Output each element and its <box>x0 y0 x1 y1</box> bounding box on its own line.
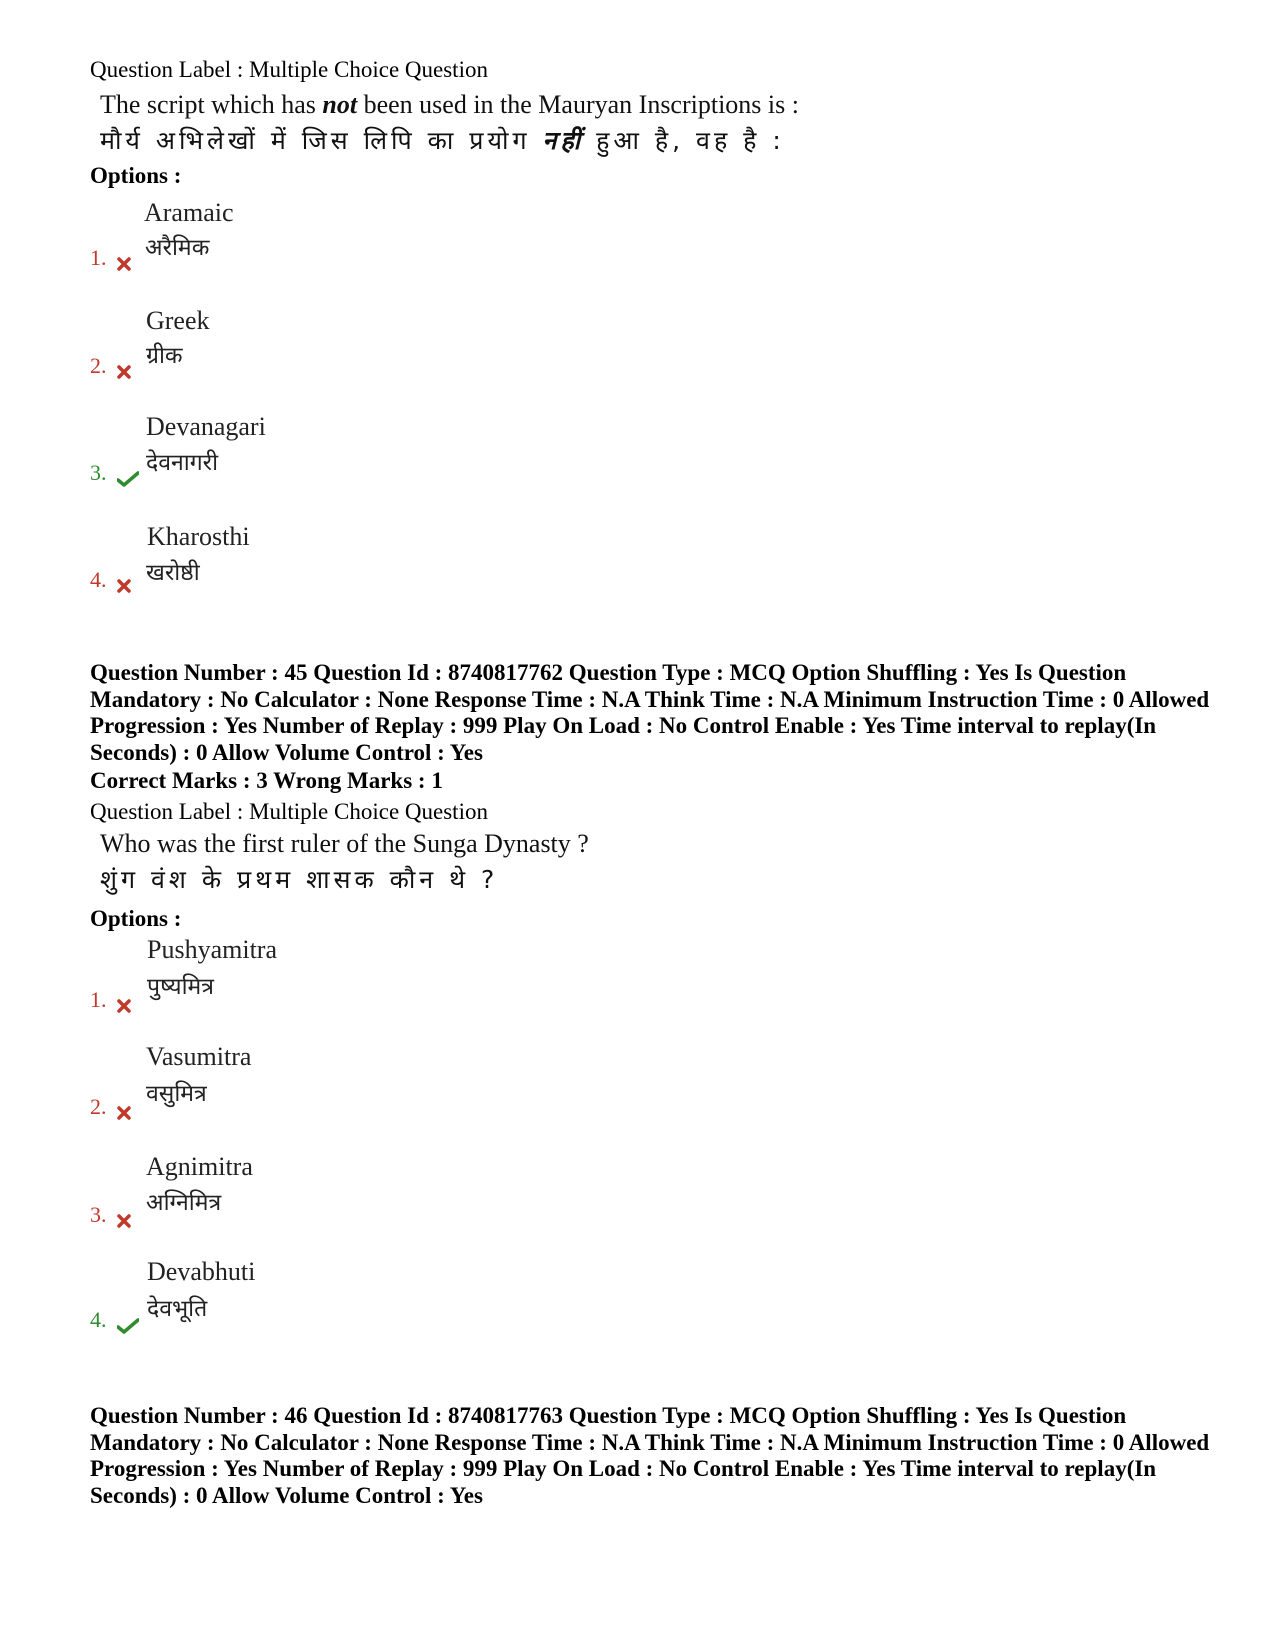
option-text-en: Kharosthi <box>147 522 250 551</box>
question-meta: Question Number : 45 Question Id : 8740817762 Question Type : MCQ Option Shuffling : Yes Is Question Mandatory : No Calculator : None Response Time : N.A Think Time : N.A Minimum Instruction Time : 0 Allowed Progression : Yes Number of Replay : 999 Play On Load : No Control Enable : Yes Time interval to replay(In Seconds) : 0 Allow Volume Control : Yes <box>90 660 1210 765</box>
option-text-en: Devanagari <box>146 412 266 441</box>
option-number <box>90 245 133 271</box>
option-number <box>90 1202 133 1228</box>
option-number <box>90 987 133 1013</box>
option-text-hi: अरैमिक <box>145 235 210 261</box>
question-meta: Question Number : 46 Question Id : 8740817763 Question Type : MCQ Option Shuffling : Yes Is Question Mandatory : No Calculator : None Response Time : N.A Think Time : N.A Minimum Instruction Time : 0 Allowed Progression : Yes Number of Replay : 999 Play On Load : No Control Enable : Yes Time interval to replay(In Seconds) : 0 Allow Volume Control : Yes <box>90 1403 1210 1508</box>
option-number-text: 2. <box>90 353 107 378</box>
cross-icon <box>117 1209 133 1225</box>
cross-icon <box>117 994 133 1010</box>
question-text-emphasis: not <box>322 90 358 119</box>
option-text-hi: वसुमित्र <box>146 1081 207 1107</box>
question-text-part: The script which has <box>100 90 323 119</box>
option-number <box>90 460 139 486</box>
option-number-text: 3. <box>90 460 107 485</box>
option-number <box>90 1307 139 1333</box>
option-number <box>90 353 133 379</box>
option-text-hi: अग्निमित्र <box>146 1190 222 1216</box>
question-label: Question Label : Multiple Choice Question <box>90 799 488 824</box>
option-text-hi: पुष्यमित्र <box>147 974 214 1000</box>
option-text-en: Vasumitra <box>146 1042 252 1071</box>
question-text-hi <box>100 123 785 157</box>
question-text-hi: शुंग वंश के प्रथम शासक कौन थे ? <box>100 865 499 894</box>
question-text-part: been used in the Mauryan Inscriptions is : <box>357 90 799 119</box>
option-number-text: 4. <box>90 567 107 592</box>
option-text-hi: देवभूति <box>147 1296 208 1322</box>
check-icon <box>117 467 139 483</box>
question-text-emphasis: नहीं <box>542 126 585 155</box>
question-text-en: Who was the first ruler of the Sunga Dynasty ? <box>100 829 589 858</box>
question-text-part: मौर्य अभिलेखों में जिस लिपि का प्रयोग <box>100 126 543 155</box>
cross-icon <box>117 1101 133 1117</box>
option-number <box>90 567 133 593</box>
option-number-text: 2. <box>90 1094 107 1119</box>
question-marks: Correct Marks : 3 Wrong Marks : 1 <box>90 768 443 793</box>
cross-icon <box>117 360 133 376</box>
option-number-text: 3. <box>90 1202 107 1227</box>
option-number <box>90 1094 133 1120</box>
check-icon <box>117 1314 139 1330</box>
cross-icon <box>117 574 133 590</box>
option-number-text: 1. <box>90 245 107 270</box>
question-text-part: हुआ है, वह है : <box>584 126 785 155</box>
option-number-text: 4. <box>90 1307 107 1332</box>
option-text-en: Agnimitra <box>146 1152 253 1181</box>
option-text-en: Aramaic <box>144 198 234 227</box>
cross-icon <box>117 252 133 268</box>
option-number-text: 1. <box>90 987 107 1012</box>
options-label: Options : <box>90 906 182 931</box>
option-text-en: Devabhuti <box>147 1257 256 1286</box>
option-text-hi: देवनागरी <box>146 450 219 476</box>
option-text-en: Greek <box>146 306 210 335</box>
question-text-en <box>100 90 799 120</box>
option-text-hi: ग्रीक <box>146 343 183 369</box>
option-text-hi: खरोष्ठी <box>146 560 200 586</box>
options-label: Options : <box>90 163 182 188</box>
option-text-en: Pushyamitra <box>147 935 277 964</box>
question-label: Question Label : Multiple Choice Question <box>90 57 488 82</box>
